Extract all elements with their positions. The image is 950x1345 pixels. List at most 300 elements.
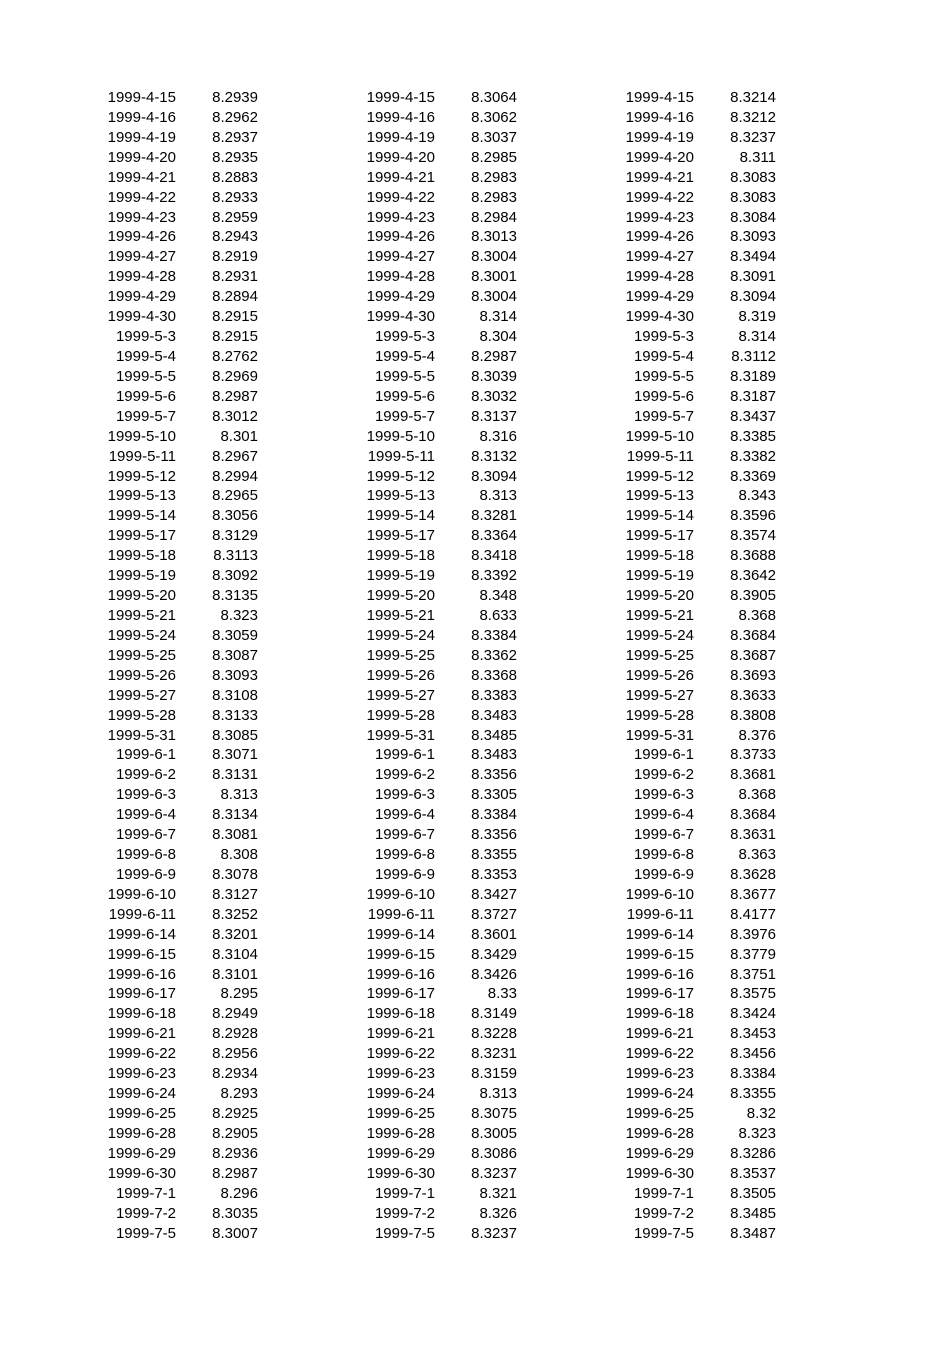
table-row bbox=[100, 1024, 258, 1044]
table-row bbox=[618, 427, 776, 447]
rate-value-cell: 8.633 bbox=[479, 606, 517, 624]
date-cell: 1999-6-3 bbox=[115, 786, 176, 804]
table-row bbox=[100, 247, 258, 267]
table-row bbox=[100, 626, 258, 646]
rate-value-cell: 8.3305 bbox=[471, 786, 517, 804]
date-cell: 1999-7-5 bbox=[115, 1224, 176, 1242]
table-row bbox=[618, 327, 776, 347]
date-cell: 1999-6-18 bbox=[625, 1005, 694, 1023]
table-row bbox=[618, 367, 776, 387]
date-cell: 1999-4-27 bbox=[625, 248, 694, 266]
date-cell: 1999-5-31 bbox=[107, 726, 176, 744]
rate-value-cell: 8.3905 bbox=[730, 587, 776, 605]
rate-value-cell: 8.3037 bbox=[471, 128, 517, 146]
date-cell: 1999-4-19 bbox=[107, 128, 176, 146]
rate-value-cell: 8.3485 bbox=[471, 726, 517, 744]
rate-value-cell: 8.3601 bbox=[471, 925, 517, 943]
table-row bbox=[618, 148, 776, 168]
date-cell: 1999-6-15 bbox=[107, 945, 176, 963]
date-cell: 1999-6-29 bbox=[107, 1144, 176, 1162]
table-row bbox=[618, 387, 776, 407]
date-cell: 1999-6-17 bbox=[366, 985, 435, 1003]
rate-value-cell: 8.3596 bbox=[730, 507, 776, 525]
table-row bbox=[359, 1064, 517, 1084]
rate-value-cell: 8.3149 bbox=[471, 1005, 517, 1023]
rate-value-cell: 8.3424 bbox=[730, 1005, 776, 1023]
table-row bbox=[100, 287, 258, 307]
rate-value-cell: 8.2905 bbox=[212, 1124, 258, 1142]
rate-value-cell: 8.3091 bbox=[730, 268, 776, 286]
table-row bbox=[100, 845, 258, 865]
table-row bbox=[100, 905, 258, 925]
data-block-2 bbox=[359, 88, 517, 1243]
table-row bbox=[359, 1024, 517, 1044]
date-cell: 1999-5-19 bbox=[625, 567, 694, 585]
table-row bbox=[100, 706, 258, 726]
date-cell: 1999-6-11 bbox=[108, 905, 176, 923]
date-cell: 1999-6-28 bbox=[107, 1124, 176, 1142]
date-cell: 1999-4-21 bbox=[625, 168, 694, 186]
date-cell: 1999-4-23 bbox=[107, 208, 176, 226]
date-cell: 1999-4-20 bbox=[107, 148, 176, 166]
table-row bbox=[359, 646, 517, 666]
table-row bbox=[618, 785, 776, 805]
table-row bbox=[618, 925, 776, 945]
rate-value-cell: 8.2915 bbox=[212, 308, 258, 326]
rate-value-cell: 8.3135 bbox=[212, 587, 258, 605]
rate-value-cell: 8.3575 bbox=[730, 985, 776, 1003]
date-cell: 1999-5-10 bbox=[366, 427, 435, 445]
rate-value-cell: 8.3059 bbox=[212, 626, 258, 644]
table-row bbox=[359, 666, 517, 686]
date-cell: 1999-5-6 bbox=[374, 387, 435, 405]
rate-value-cell: 8.3733 bbox=[730, 746, 776, 764]
date-cell: 1999-6-3 bbox=[633, 786, 694, 804]
rate-value-cell: 8.3001 bbox=[471, 268, 517, 286]
table-row bbox=[100, 88, 258, 108]
rate-value-cell: 8.3081 bbox=[212, 826, 258, 844]
table-row bbox=[100, 785, 258, 805]
rate-value-cell: 8.3384 bbox=[471, 626, 517, 644]
table-row bbox=[359, 965, 517, 985]
rate-value-cell: 8.2919 bbox=[212, 248, 258, 266]
date-cell: 1999-6-4 bbox=[633, 806, 694, 824]
date-cell: 1999-6-10 bbox=[366, 885, 435, 903]
rate-value-cell: 8.3005 bbox=[471, 1124, 517, 1142]
rate-value-cell: 8.3368 bbox=[471, 666, 517, 684]
rate-value-cell: 8.376 bbox=[738, 726, 776, 744]
date-cell: 1999-4-29 bbox=[625, 288, 694, 306]
table-row bbox=[359, 447, 517, 467]
rate-value-cell: 8.3201 bbox=[212, 925, 258, 943]
rate-value-cell: 8.3132 bbox=[471, 447, 517, 465]
date-cell: 1999-6-10 bbox=[107, 885, 176, 903]
rate-value-cell: 8.3537 bbox=[730, 1164, 776, 1182]
rate-value-cell: 8.3056 bbox=[212, 507, 258, 525]
rate-value-cell: 8.2931 bbox=[212, 268, 258, 286]
table-row bbox=[359, 88, 517, 108]
date-cell: 1999-6-9 bbox=[115, 865, 176, 883]
table-row bbox=[100, 208, 258, 228]
rate-value-cell: 8.3007 bbox=[212, 1224, 258, 1242]
date-cell: 1999-6-16 bbox=[366, 965, 435, 983]
rate-value-cell: 8.3134 bbox=[212, 806, 258, 824]
table-row bbox=[618, 666, 776, 686]
table-row bbox=[359, 1224, 517, 1244]
date-cell: 1999-5-25 bbox=[107, 646, 176, 664]
table-row bbox=[100, 1004, 258, 1024]
rate-value-cell: 8.3487 bbox=[730, 1224, 776, 1242]
rate-value-cell: 8.314 bbox=[738, 328, 776, 346]
date-cell: 1999-5-24 bbox=[107, 626, 176, 644]
rate-value-cell: 8.2984 bbox=[471, 208, 517, 226]
date-cell: 1999-5-31 bbox=[366, 726, 435, 744]
date-cell: 1999-5-19 bbox=[366, 567, 435, 585]
rate-value-cell: 8.348 bbox=[479, 587, 517, 605]
table-row bbox=[618, 1024, 776, 1044]
rate-value-cell: 8.321 bbox=[479, 1184, 517, 1202]
table-row bbox=[100, 925, 258, 945]
date-cell: 1999-5-4 bbox=[633, 347, 694, 365]
date-cell: 1999-6-1 bbox=[115, 746, 176, 764]
table-row bbox=[100, 506, 258, 526]
date-cell: 1999-5-4 bbox=[115, 347, 176, 365]
table-row bbox=[100, 327, 258, 347]
table-row bbox=[359, 1184, 517, 1204]
rate-value-cell: 8.3094 bbox=[471, 467, 517, 485]
date-cell: 1999-6-2 bbox=[374, 766, 435, 784]
table-row bbox=[100, 427, 258, 447]
rate-value-cell: 8.3189 bbox=[730, 367, 776, 385]
rate-value-cell: 8.2983 bbox=[471, 188, 517, 206]
rate-value-cell: 8.3094 bbox=[730, 288, 776, 306]
date-cell: 1999-6-8 bbox=[633, 846, 694, 864]
rate-value-cell: 8.3362 bbox=[471, 646, 517, 664]
table-row bbox=[100, 267, 258, 287]
rate-value-cell: 8.3633 bbox=[730, 686, 776, 704]
date-cell: 1999-4-21 bbox=[366, 168, 435, 186]
date-cell: 1999-5-18 bbox=[107, 547, 176, 565]
table-row bbox=[359, 1124, 517, 1144]
date-cell: 1999-5-17 bbox=[366, 527, 435, 545]
rate-value-cell: 8.3112 bbox=[731, 347, 776, 365]
date-cell: 1999-4-16 bbox=[625, 108, 694, 126]
date-cell: 1999-7-5 bbox=[374, 1224, 435, 1242]
date-cell: 1999-4-28 bbox=[625, 268, 694, 286]
table-row bbox=[359, 287, 517, 307]
rate-value-cell: 8.3013 bbox=[471, 228, 517, 246]
table-row bbox=[618, 1084, 776, 1104]
date-cell: 1999-5-21 bbox=[625, 606, 694, 624]
date-cell: 1999-7-2 bbox=[633, 1204, 694, 1222]
rate-value-cell: 8.2987 bbox=[471, 347, 517, 365]
rate-value-cell: 8.3012 bbox=[212, 407, 258, 425]
rate-value-cell: 8.3353 bbox=[471, 865, 517, 883]
table-row bbox=[618, 128, 776, 148]
rate-value-cell: 8.3356 bbox=[471, 826, 517, 844]
date-cell: 1999-7-2 bbox=[374, 1204, 435, 1222]
table-row bbox=[359, 1164, 517, 1184]
date-cell: 1999-6-15 bbox=[625, 945, 694, 963]
rate-value-cell: 8.3237 bbox=[471, 1164, 517, 1182]
rate-value-cell: 8.363 bbox=[738, 846, 776, 864]
rate-value-cell: 8.32 bbox=[746, 1105, 776, 1123]
table-row bbox=[618, 307, 776, 327]
date-cell: 1999-6-21 bbox=[366, 1025, 435, 1043]
rate-value-cell: 8.3485 bbox=[730, 1204, 776, 1222]
date-cell: 1999-6-4 bbox=[115, 806, 176, 824]
rate-value-cell: 8.4177 bbox=[730, 905, 776, 923]
table-row bbox=[359, 526, 517, 546]
table-row bbox=[618, 984, 776, 1004]
date-cell: 1999-4-27 bbox=[107, 248, 176, 266]
date-cell: 1999-7-1 bbox=[633, 1184, 694, 1202]
table-row bbox=[359, 984, 517, 1004]
date-cell: 1999-6-17 bbox=[107, 985, 176, 1003]
table-row bbox=[100, 825, 258, 845]
table-row bbox=[359, 745, 517, 765]
rate-value-cell: 8.3237 bbox=[730, 128, 776, 146]
rate-value-cell: 8.313 bbox=[479, 487, 517, 505]
table-row bbox=[359, 1144, 517, 1164]
date-cell: 1999-6-7 bbox=[374, 826, 435, 844]
rate-value-cell: 8.3062 bbox=[471, 108, 517, 126]
table-row bbox=[618, 745, 776, 765]
date-cell: 1999-5-27 bbox=[107, 686, 176, 704]
rate-value-cell: 8.3039 bbox=[471, 367, 517, 385]
table-row bbox=[359, 945, 517, 965]
rate-value-cell: 8.2994 bbox=[212, 467, 258, 485]
date-cell: 1999-6-7 bbox=[115, 826, 176, 844]
date-cell: 1999-5-20 bbox=[625, 587, 694, 605]
table-row bbox=[359, 407, 517, 427]
date-cell: 1999-5-17 bbox=[107, 527, 176, 545]
date-cell: 1999-6-16 bbox=[625, 965, 694, 983]
table-row bbox=[359, 467, 517, 487]
rate-value-cell: 8.3684 bbox=[730, 806, 776, 824]
table-row bbox=[359, 1044, 517, 1064]
table-row bbox=[618, 188, 776, 208]
table-row bbox=[359, 726, 517, 746]
date-cell: 1999-6-3 bbox=[374, 786, 435, 804]
date-cell: 1999-6-18 bbox=[107, 1005, 176, 1023]
rate-value-cell: 8.3684 bbox=[730, 626, 776, 644]
date-cell: 1999-6-9 bbox=[633, 865, 694, 883]
rate-value-cell: 8.3035 bbox=[212, 1204, 258, 1222]
date-cell: 1999-4-30 bbox=[366, 308, 435, 326]
table-row bbox=[618, 1144, 776, 1164]
date-cell: 1999-5-7 bbox=[115, 407, 176, 425]
date-cell: 1999-4-30 bbox=[107, 308, 176, 326]
rate-value-cell: 8.3418 bbox=[471, 547, 517, 565]
date-cell: 1999-4-23 bbox=[625, 208, 694, 226]
rate-value-cell: 8.3129 bbox=[212, 527, 258, 545]
date-cell: 1999-5-31 bbox=[625, 726, 694, 744]
table-row bbox=[618, 407, 776, 427]
date-cell: 1999-6-24 bbox=[366, 1085, 435, 1103]
rate-value-cell: 8.3104 bbox=[212, 945, 258, 963]
table-row bbox=[100, 765, 258, 785]
date-cell: 1999-5-21 bbox=[107, 606, 176, 624]
date-cell: 1999-4-26 bbox=[366, 228, 435, 246]
table-row bbox=[618, 546, 776, 566]
table-row bbox=[100, 1144, 258, 1164]
table-row bbox=[359, 825, 517, 845]
rate-value-cell: 8.3688 bbox=[730, 547, 776, 565]
table-row bbox=[100, 367, 258, 387]
date-cell: 1999-4-29 bbox=[107, 288, 176, 306]
table-row bbox=[100, 1124, 258, 1144]
date-cell: 1999-6-23 bbox=[107, 1065, 176, 1083]
rate-value-cell: 8.2928 bbox=[212, 1025, 258, 1043]
rate-value-cell: 8.3127 bbox=[212, 885, 258, 903]
table-row bbox=[100, 1164, 258, 1184]
table-row bbox=[359, 486, 517, 506]
table-row bbox=[359, 785, 517, 805]
rate-value-cell: 8.295 bbox=[220, 985, 258, 1003]
rate-value-cell: 8.3231 bbox=[471, 1045, 517, 1063]
date-cell: 1999-5-20 bbox=[107, 587, 176, 605]
date-cell: 1999-4-30 bbox=[625, 308, 694, 326]
date-cell: 1999-6-8 bbox=[374, 846, 435, 864]
table-row bbox=[359, 1004, 517, 1024]
rate-value-cell: 8.368 bbox=[738, 606, 776, 624]
table-row bbox=[618, 526, 776, 546]
date-cell: 1999-4-19 bbox=[625, 128, 694, 146]
rate-value-cell: 8.3392 bbox=[471, 567, 517, 585]
date-cell: 1999-5-3 bbox=[115, 328, 176, 346]
date-cell: 1999-6-22 bbox=[366, 1045, 435, 1063]
table-row bbox=[359, 307, 517, 327]
date-cell: 1999-5-3 bbox=[374, 328, 435, 346]
table-row bbox=[618, 227, 776, 247]
date-cell: 1999-4-21 bbox=[107, 168, 176, 186]
table-row bbox=[359, 885, 517, 905]
rate-value-cell: 8.2983 bbox=[471, 168, 517, 186]
rate-value-cell: 8.2915 bbox=[212, 328, 258, 346]
date-cell: 1999-6-14 bbox=[366, 925, 435, 943]
table-row bbox=[359, 586, 517, 606]
table-row bbox=[100, 666, 258, 686]
rate-value-cell: 8.2959 bbox=[212, 208, 258, 226]
table-row bbox=[618, 1204, 776, 1224]
date-cell: 1999-6-30 bbox=[107, 1164, 176, 1182]
rate-value-cell: 8.3631 bbox=[730, 826, 776, 844]
rate-value-cell: 8.3642 bbox=[730, 567, 776, 585]
table-row bbox=[618, 646, 776, 666]
date-cell: 1999-5-14 bbox=[625, 507, 694, 525]
rate-value-cell: 8.3426 bbox=[471, 965, 517, 983]
date-cell: 1999-6-25 bbox=[107, 1105, 176, 1123]
table-row bbox=[100, 726, 258, 746]
table-row bbox=[359, 805, 517, 825]
table-row bbox=[100, 805, 258, 825]
date-cell: 1999-5-14 bbox=[366, 507, 435, 525]
date-cell: 1999-5-18 bbox=[625, 547, 694, 565]
rate-value-cell: 8.314 bbox=[479, 308, 517, 326]
rate-value-cell: 8.3286 bbox=[730, 1144, 776, 1162]
rate-value-cell: 8.3214 bbox=[730, 89, 776, 106]
date-cell: 1999-5-28 bbox=[366, 706, 435, 724]
rate-value-cell: 8.2939 bbox=[212, 89, 258, 106]
rate-value-cell: 8.3677 bbox=[730, 885, 776, 903]
table-row bbox=[359, 128, 517, 148]
table-row bbox=[100, 486, 258, 506]
rate-value-cell: 8.3187 bbox=[730, 387, 776, 405]
table-row bbox=[618, 765, 776, 785]
rate-value-cell: 8.296 bbox=[220, 1184, 258, 1202]
rate-value-cell: 8.2925 bbox=[212, 1105, 258, 1123]
date-cell: 1999-6-24 bbox=[107, 1085, 176, 1103]
date-cell: 1999-5-21 bbox=[366, 606, 435, 624]
table-row bbox=[618, 287, 776, 307]
rate-value-cell: 8.3237 bbox=[471, 1224, 517, 1242]
data-block-3 bbox=[618, 88, 776, 1243]
rate-value-cell: 8.3483 bbox=[471, 746, 517, 764]
rate-value-cell: 8.2935 bbox=[212, 148, 258, 166]
table-row bbox=[100, 606, 258, 626]
table-row bbox=[100, 168, 258, 188]
rate-value-cell: 8.2936 bbox=[212, 1144, 258, 1162]
table-row bbox=[359, 566, 517, 586]
rate-value-cell: 8.343 bbox=[738, 487, 776, 505]
table-row bbox=[359, 387, 517, 407]
rate-value-cell: 8.3369 bbox=[730, 467, 776, 485]
table-row bbox=[100, 984, 258, 1004]
date-cell: 1999-5-6 bbox=[115, 387, 176, 405]
rate-value-cell: 8.3364 bbox=[471, 527, 517, 545]
rate-value-cell: 8.316 bbox=[479, 427, 517, 445]
table-row bbox=[359, 765, 517, 785]
table-row bbox=[359, 208, 517, 228]
date-cell: 1999-4-27 bbox=[366, 248, 435, 266]
rate-value-cell: 8.3083 bbox=[730, 188, 776, 206]
table-row bbox=[100, 227, 258, 247]
rate-value-cell: 8.3976 bbox=[730, 925, 776, 943]
table-row bbox=[100, 686, 258, 706]
rate-value-cell: 8.3071 bbox=[212, 746, 258, 764]
table-row bbox=[100, 387, 258, 407]
table-row bbox=[618, 208, 776, 228]
date-cell: 1999-6-8 bbox=[115, 846, 176, 864]
table-row bbox=[618, 1124, 776, 1144]
date-cell: 1999-4-22 bbox=[625, 188, 694, 206]
rate-value-cell: 8.3113 bbox=[213, 547, 258, 565]
rate-value-cell: 8.3628 bbox=[730, 865, 776, 883]
date-cell: 1999-5-27 bbox=[625, 686, 694, 704]
table-row bbox=[100, 1044, 258, 1064]
table-row bbox=[618, 706, 776, 726]
table-row bbox=[359, 706, 517, 726]
date-cell: 1999-5-10 bbox=[625, 427, 694, 445]
table-row bbox=[359, 925, 517, 945]
date-cell: 1999-6-14 bbox=[107, 925, 176, 943]
table-row bbox=[359, 1104, 517, 1124]
rate-value-cell: 8.3385 bbox=[730, 427, 776, 445]
date-cell: 1999-4-22 bbox=[107, 188, 176, 206]
date-cell: 1999-4-20 bbox=[366, 148, 435, 166]
date-cell: 1999-4-28 bbox=[107, 268, 176, 286]
date-cell: 1999-6-1 bbox=[374, 746, 435, 764]
table-row bbox=[618, 586, 776, 606]
rate-value-cell: 8.3693 bbox=[730, 666, 776, 684]
date-cell: 1999-4-15 bbox=[366, 89, 435, 106]
rate-value-cell: 8.293 bbox=[220, 1085, 258, 1103]
rate-value-cell: 8.3093 bbox=[212, 666, 258, 684]
table-row bbox=[618, 108, 776, 128]
table-row bbox=[618, 347, 776, 367]
rate-value-cell: 8.3084 bbox=[730, 208, 776, 226]
